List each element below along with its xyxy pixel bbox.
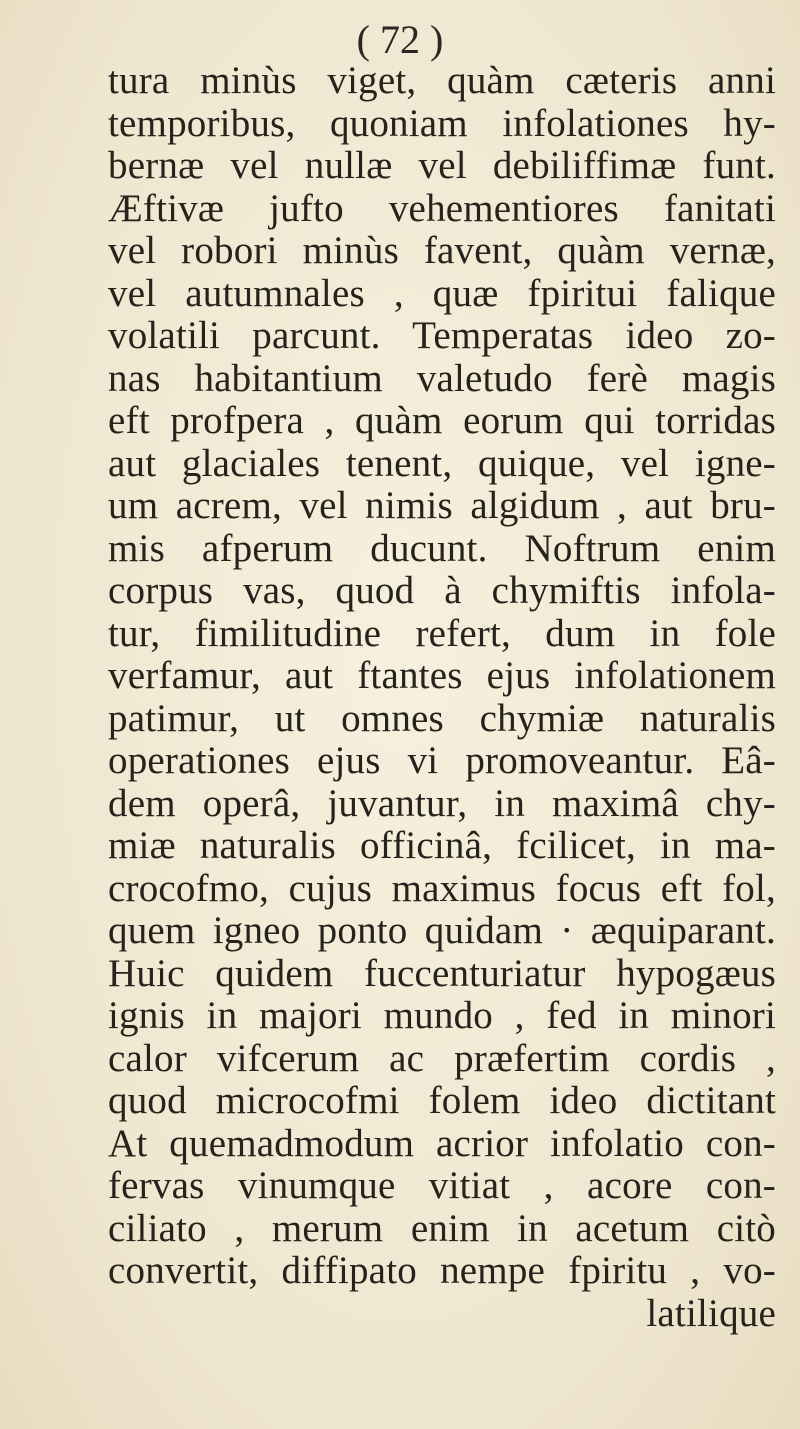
text-line-18: dem operâ, juvantur, in maximâ chy- (108, 781, 776, 825)
text-line-14: tur, fimilitudine refert, dum in fole (108, 611, 776, 655)
text-line-11: um acrem, vel nimis algidum , aut bru- (108, 484, 776, 527)
text-line-21: quem igneo ponto quidam · æquiparant. (108, 909, 776, 952)
page-number: ( 72 ) (356, 17, 444, 62)
text-line-3: bernæ vel nullæ vel debiliffimæ funt. (108, 144, 776, 187)
text-line-2: temporibus, quoniam infolationes hy- (108, 101, 776, 145)
text-line-16: patimur, ut omnes chymiæ naturalis (108, 696, 776, 740)
text-line-1: tura minùs viget, quàm cæteris anni (108, 59, 776, 102)
text-line-23: ignis in majori mundo , fed in minori (108, 994, 776, 1037)
text-line-10: aut glaciales tenent, quique, vel igne- (108, 441, 776, 485)
text-line-9: eft profpera , quàm eorum qui torridas (108, 399, 776, 442)
text-line-27: fervas vinumque vitiat , acore con- (108, 1164, 776, 1207)
text-line-17: operationes ejus vi promoveantur. Eâ- (108, 739, 776, 782)
text-line-26: At quemadmodum acrior infolatio con- (108, 1121, 776, 1165)
text-line-4: Æftivæ jufto vehementiores fanitati (108, 186, 776, 230)
text-line-25: quod microcofmi folem ideo dictitant (108, 1079, 776, 1122)
body-text (108, 60, 776, 1335)
text-line-6: vel autumnales , quæ fpiritui falique (108, 271, 776, 315)
text-line-7: volatili parcunt. Temperatas ideo zo- (108, 314, 776, 357)
text-line-24: calor vifcerum ac præfertim cordis , (108, 1036, 776, 1080)
text-line-28: ciliato , merum enim in acetum citò (108, 1206, 776, 1250)
catchword: latilique (646, 1291, 776, 1335)
text-line-19: miæ naturalis officinâ, fcilicet, in ma- (108, 824, 776, 867)
text-line-29: convertit, diffipato nempe fpiritu , vo- (108, 1249, 776, 1292)
text-line-22: Huic quidem fuccenturiatur hypogæus (108, 951, 776, 995)
text-line-8: nas habitantium valetudo ferè magis (108, 356, 776, 400)
text-line-15: verfamur, aut ftantes ejus infolationem (108, 654, 776, 697)
text-line-20: crocofmo, cujus maximus focus eft fol, (108, 866, 776, 910)
text-line-12: mis afperum ducunt. Noftrum enim (108, 526, 776, 570)
text-line-13: corpus vas, quod à chymiftis infola- (108, 569, 776, 612)
text-line-5: vel robori minùs favent, quàm vernæ, (108, 229, 776, 272)
